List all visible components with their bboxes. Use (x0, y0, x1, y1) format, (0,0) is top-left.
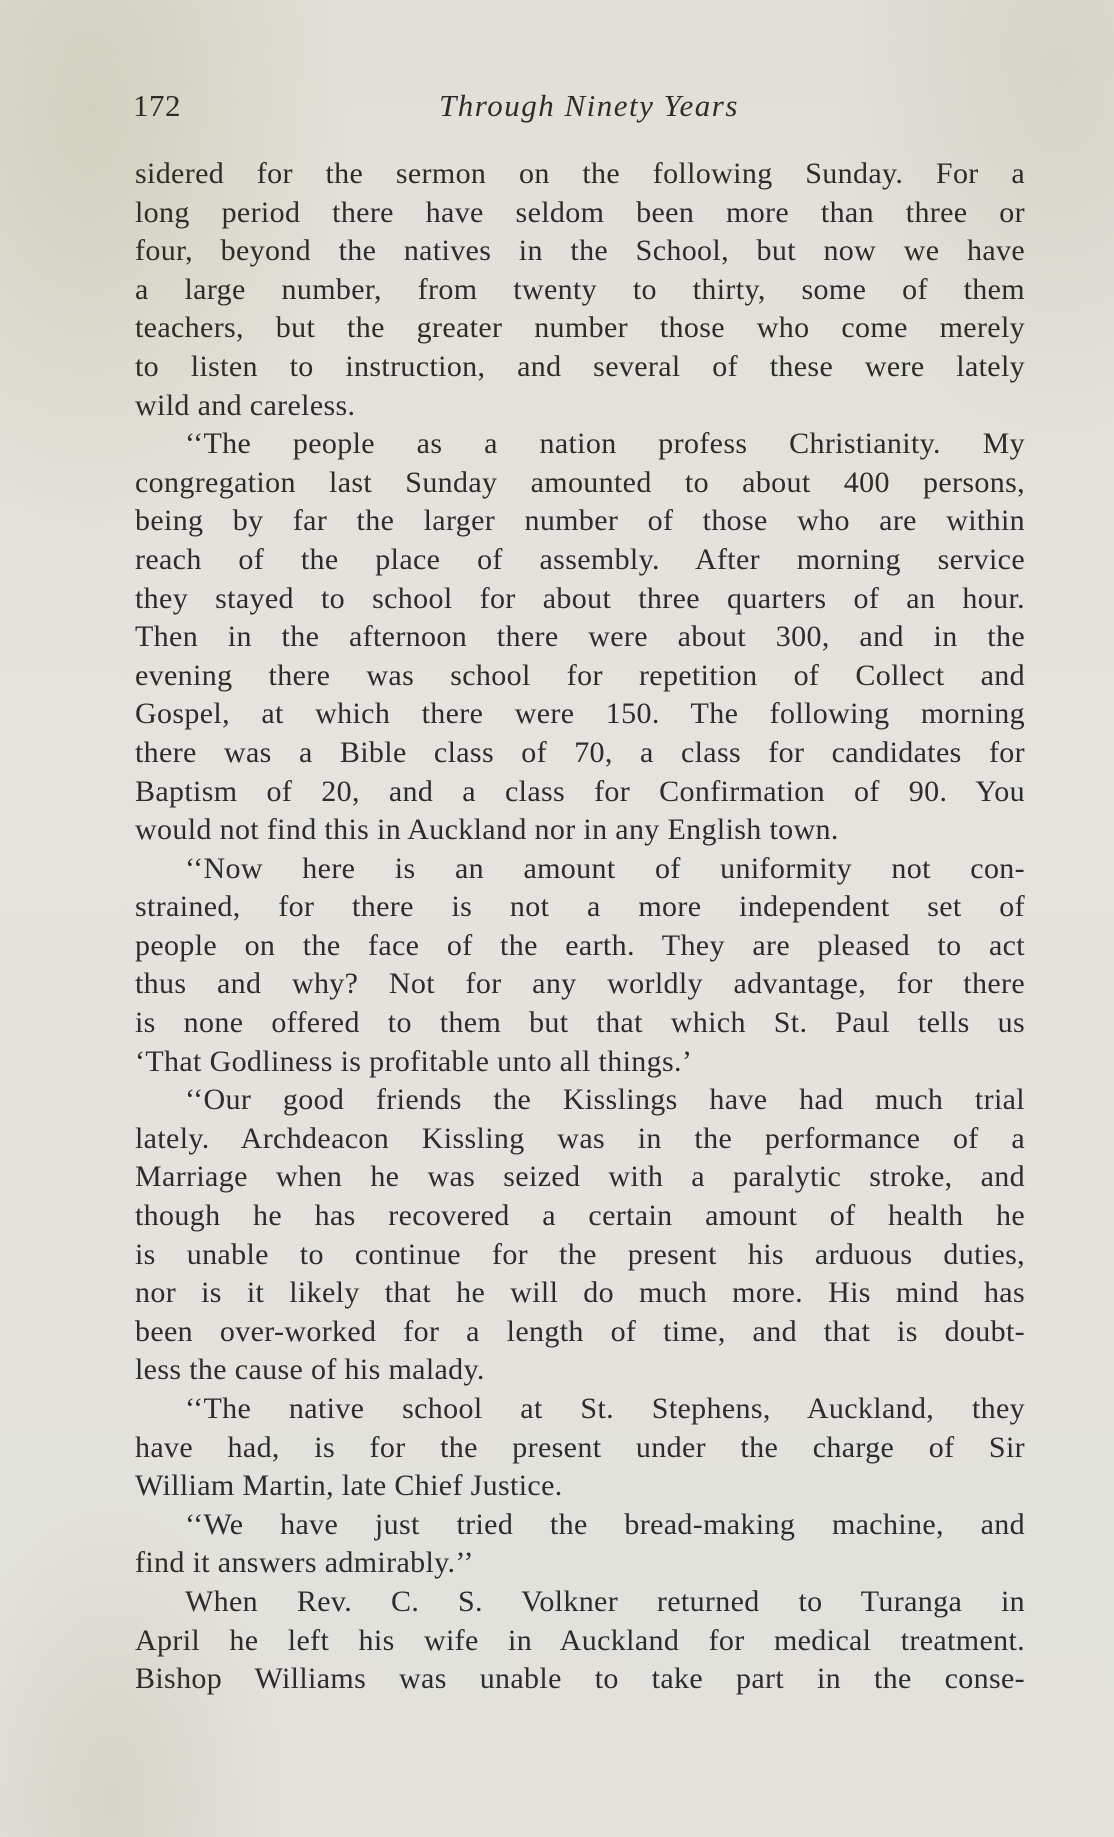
text-line: thus and why? Not for any worldly advantage, for there (135, 967, 1025, 1001)
text-line: Then in the afternoon there were about 300, and in the (135, 620, 1025, 654)
text-line: less the cause of his malady. (135, 1353, 485, 1387)
text-line: is unable to continue for the present his arduous duties, (135, 1237, 1025, 1271)
text-line: reach of the place of assembly. After morning service (135, 542, 1025, 576)
page-number: 172 (133, 88, 181, 123)
text-line: nor is it likely that he will do much more. His mind has (135, 1276, 1025, 1310)
text-line: long period there have seldom been more than three or (135, 195, 1025, 229)
text-line: have had, is for the present under the charge of Sir (135, 1430, 1025, 1464)
text-line: being by far the larger number of those who are within (135, 504, 1025, 538)
text-line: ‘That Godliness is profitable unto all things.’ (135, 1044, 693, 1078)
body-text (135, 155, 1025, 1699)
text-line: Marriage when he was seized with a paralytic stroke, and (135, 1160, 1025, 1194)
text-line: ‘‘The people as a nation profess Christianity. My (185, 427, 1025, 461)
text-line: When Rev. C. S. Volkner returned to Turanga in (185, 1584, 1025, 1618)
text-line: Baptism of 20, and a class for Confirmation of 90. You (135, 774, 1025, 808)
text-line: ‘‘Now here is an amount of uniformity not con- (185, 851, 1025, 885)
text-line: people on the face of the earth. They are pleased to act (135, 928, 1025, 962)
text-line: sidered for the sermon on the following Sunday. For a (135, 157, 1025, 190)
text-line: lately. Archdeacon Kissling was in the performance of a (135, 1121, 1025, 1155)
text-line: Bishop Williams was unable to take part in the conse- (135, 1662, 1025, 1696)
text-line: they stayed to school for about three quarters of an hour. (135, 581, 1025, 615)
text-line: teachers, but the greater number those who come merely (135, 311, 1025, 345)
text-line: four, beyond the natives in the School, but now we have (135, 234, 1025, 268)
text-line: ‘‘The native school at St. Stephens, Auckland, they (185, 1392, 1025, 1425)
text-line: to listen to instruction, and several of these were lately (135, 349, 1025, 383)
text-line: there was a Bible class of 70, a class for candidates for (135, 735, 1025, 769)
page-header (133, 88, 1025, 132)
text-line: find it answers admirably.’’ (135, 1546, 474, 1580)
text-line: been over-worked for a length of time, and that is doubt- (135, 1314, 1025, 1348)
text-line: would not find this in Auckland nor in any English town. (135, 813, 839, 847)
text-line: April he left his wife in Auckland for medical treatment. (135, 1623, 1025, 1657)
text-line: William Martin, late Chief Justice. (135, 1469, 563, 1503)
text-line: ‘‘Our good friends the Kisslings have had much trial (185, 1083, 1025, 1117)
text-line: though he has recovered a certain amount of health he (135, 1199, 1025, 1233)
text-line: wild and careless. (135, 388, 356, 422)
text-line: ‘‘We have just tried the bread-making machine, and (185, 1507, 1025, 1541)
text-line: a large number, from twenty to thirty, some of them (135, 272, 1025, 306)
text-line: is none offered to them but that which St. Paul tells us (135, 1006, 1025, 1040)
running-title: Through Ninety Years (439, 88, 739, 123)
text-line: evening there was school for repetition of Collect and (135, 658, 1025, 692)
text-line: Gospel, at which there were 150. The following morning (135, 697, 1025, 731)
text-line: strained, for there is not a more independent set of (135, 890, 1025, 924)
text-line: congregation last Sunday amounted to about 400 persons, (135, 465, 1025, 499)
